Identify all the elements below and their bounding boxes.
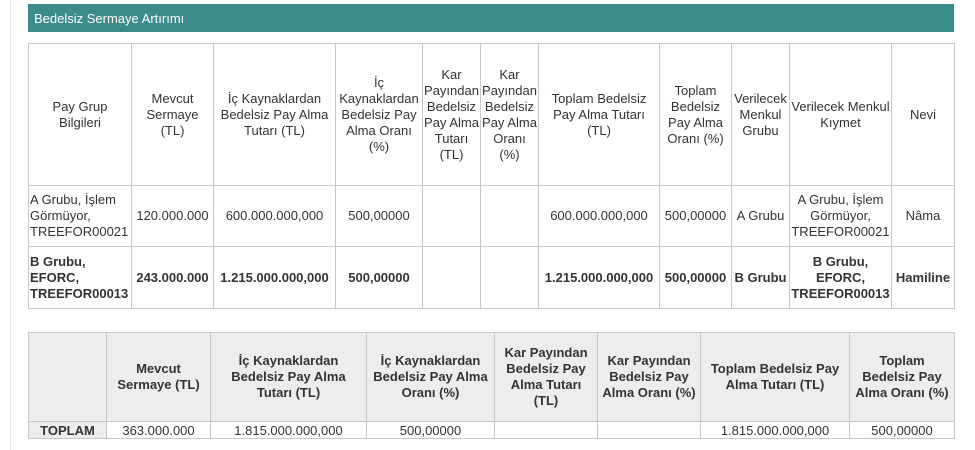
header-kar-payi-oran: Kar Payından Bedelsiz Pay Alma Oranı (%) (481, 44, 539, 186)
cell-toplam-oran: 500,00000 (660, 247, 732, 309)
cell-toplam-tutar: 1.215.000.000,000 (539, 247, 660, 309)
cell-kar-payi-tutar (423, 186, 481, 247)
totals-header-toplam-tutar: Toplam Bedelsiz Pay Alma Tutarı (TL) (701, 333, 850, 422)
header-ic-kaynak-oran: İç Kaynaklardan Bedelsiz Pay Alma Oranı (%) (336, 44, 423, 186)
header-kar-payi-tutar: Kar Payından Bedelsiz Pay Alma Tutarı (TL) (423, 44, 481, 186)
totals-toplam-tutar: 1.815.000.000,000 (701, 422, 850, 439)
cell-toplam-tutar: 600.000.000,000 (539, 186, 660, 247)
cell-pay-grup: A Grubu, İşlem Görmüyor, TREEFOR00021 (29, 186, 132, 247)
header-menkul-kiymet: Verilecek Menkul Kıymet (790, 44, 892, 186)
page-left-border (10, 0, 11, 450)
section-title-text: Bedelsiz Sermaye Artırımı (34, 10, 185, 26)
table-row (29, 186, 955, 247)
totals-header-ic-kaynak-tutar: İç Kaynaklardan Bedelsiz Pay Alma Tutarı (TL) (211, 333, 367, 422)
cell-kar-payi-oran (481, 186, 539, 247)
totals-ic-kaynak-oran: 500,00000 (367, 422, 495, 439)
totals-ic-kaynak-tutar: 1.815.000.000,000 (211, 422, 367, 439)
totals-table (28, 332, 955, 439)
totals-header-row (29, 333, 955, 422)
totals-header-empty (29, 333, 107, 422)
cell-menkul-kiymet: A Grubu, İşlem Görmüyor, TREEFOR00021 (790, 186, 892, 247)
cell-ic-kaynak-tutar: 1.215.000.000,000 (214, 247, 336, 309)
totals-mevcut-sermaye: 363.000.000 (107, 422, 211, 439)
totals-kar-payi-tutar (495, 422, 598, 439)
header-nevi: Nevi (892, 44, 955, 186)
cell-kar-payi-tutar (423, 247, 481, 309)
cell-menkul-kiymet: B Grubu, EFORC, TREEFOR00013 (790, 247, 892, 309)
cell-mevcut-sermaye: 243.000.000 (132, 247, 214, 309)
table-header-row (29, 44, 955, 186)
totals-label: TOPLAM (29, 422, 107, 439)
totals-header-toplam-oran: Toplam Bedelsiz Pay Alma Oranı (%) (850, 333, 955, 422)
cell-nevi: Hamiline (892, 247, 955, 309)
cell-ic-kaynak-tutar: 600.000.000,000 (214, 186, 336, 247)
cell-kar-payi-oran (481, 247, 539, 309)
totals-toplam-oran: 500,00000 (850, 422, 955, 439)
cell-nevi: Nâma (892, 186, 955, 247)
cell-ic-kaynak-oran: 500,00000 (336, 247, 423, 309)
header-pay-grup-bilgileri: Pay Grup Bilgileri (29, 44, 132, 186)
cell-toplam-oran: 500,00000 (660, 186, 732, 247)
table-row (29, 247, 955, 309)
totals-header-mevcut-sermaye: Mevcut Sermaye (TL) (107, 333, 211, 422)
header-ic-kaynak-tutar: İç Kaynaklardan Bedelsiz Pay Alma Tutarı (TL) (214, 44, 336, 186)
header-mevcut-sermaye: Mevcut Sermaye (TL) (132, 44, 214, 186)
cell-pay-grup: B Grubu, EFORC, TREEFOR00013 (29, 247, 132, 309)
cell-menkul-grubu: A Grubu (732, 186, 790, 247)
cell-menkul-grubu: B Grubu (732, 247, 790, 309)
totals-row (29, 422, 955, 439)
totals-header-kar-payi-oran: Kar Payından Bedelsiz Pay Alma Oranı (%) (598, 333, 701, 422)
cell-mevcut-sermaye: 120.000.000 (132, 186, 214, 247)
totals-header-ic-kaynak-oran: İç Kaynaklardan Bedelsiz Pay Alma Oranı (%) (367, 333, 495, 422)
header-toplam-tutar: Toplam Bedelsiz Pay Alma Tutarı (TL) (539, 44, 660, 186)
section-title (28, 4, 954, 32)
totals-header-kar-payi-tutar: Kar Payından Bedelsiz Pay Alma Tutarı (TL) (495, 333, 598, 422)
header-toplam-oran: Toplam Bedelsiz Pay Alma Oranı (%) (660, 44, 732, 186)
capital-increase-table (28, 43, 955, 309)
cell-ic-kaynak-oran: 500,00000 (336, 186, 423, 247)
totals-kar-payi-oran (598, 422, 701, 439)
header-menkul-grubu: Verilecek Menkul Grubu (732, 44, 790, 186)
